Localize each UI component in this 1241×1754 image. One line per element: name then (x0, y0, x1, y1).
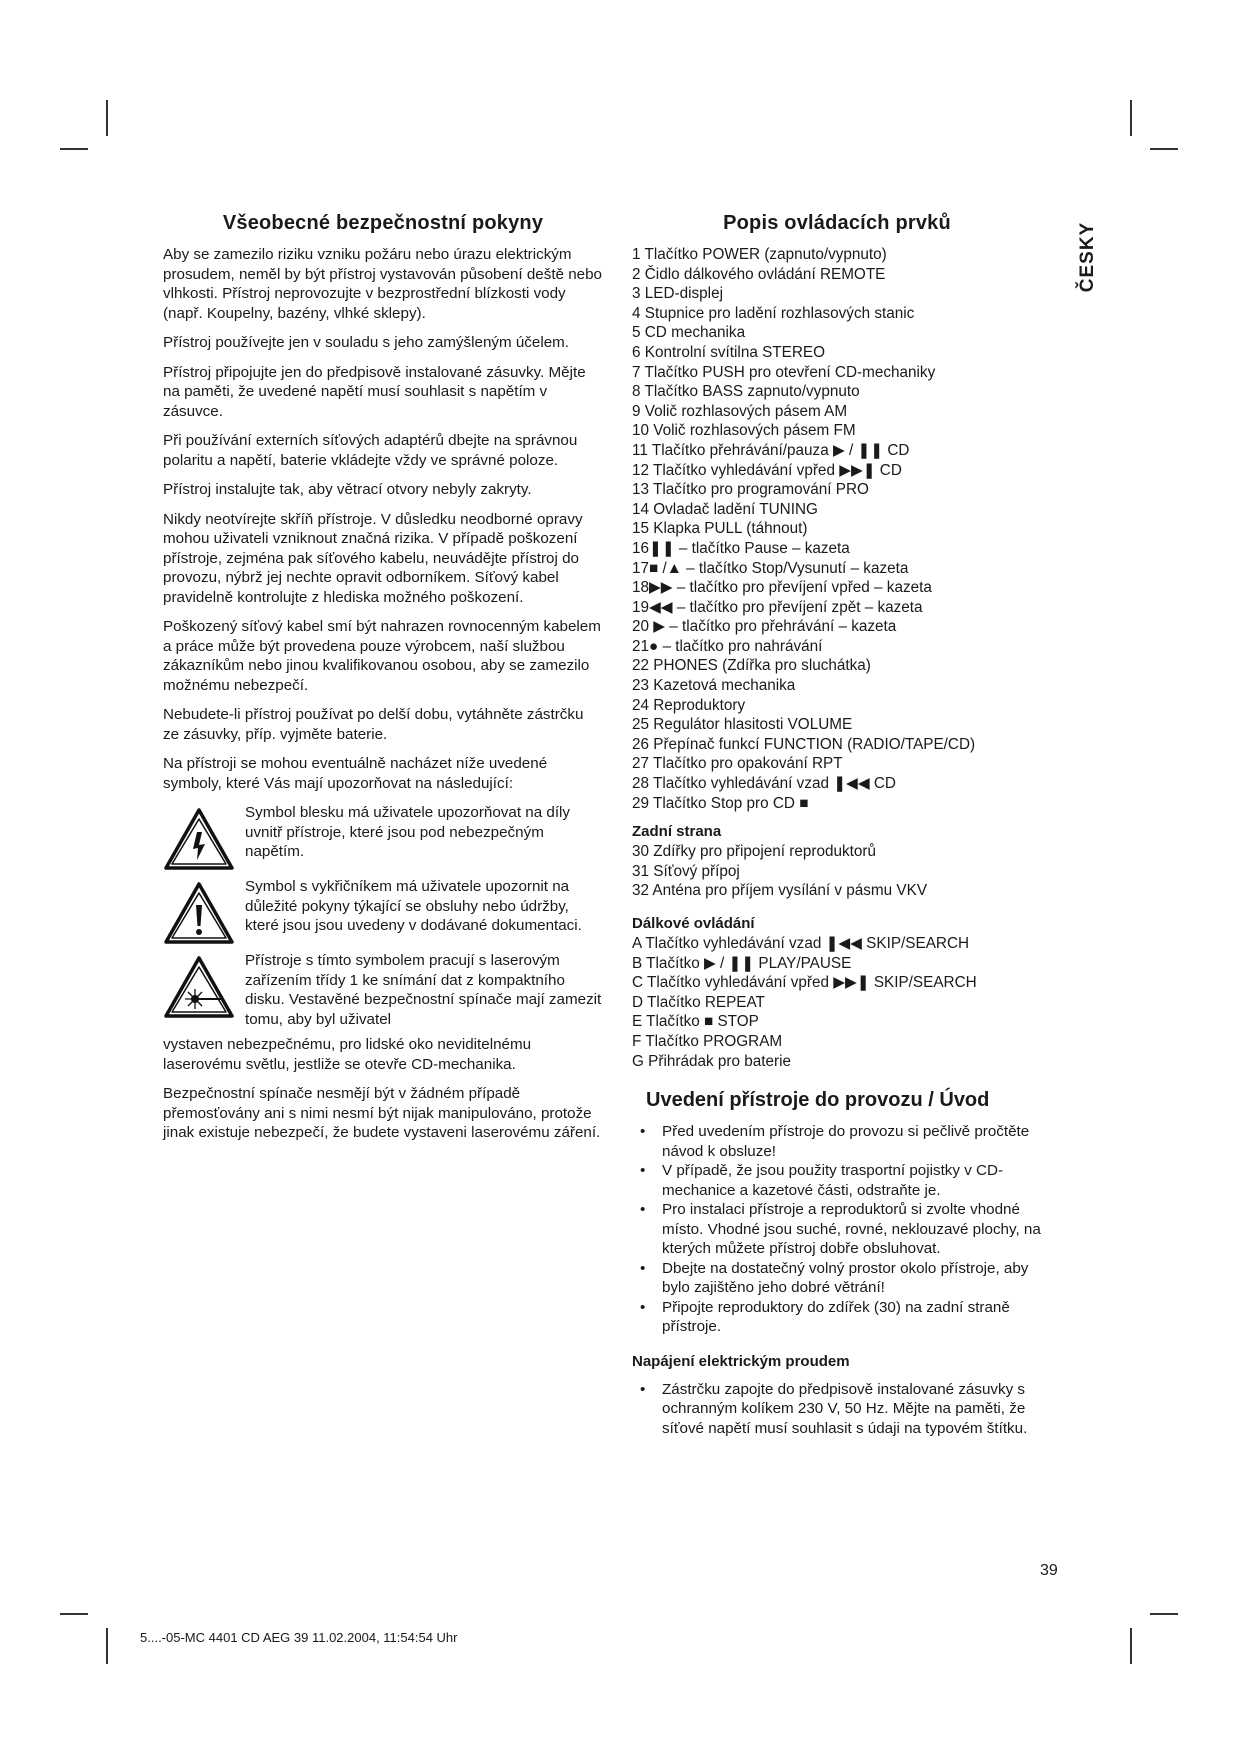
control-item: 7 Tlačítko PUSH pro otevření CD-mechaniky (632, 363, 936, 381)
startup-title: Uvedení přístroje do provozu / Úvod (646, 1089, 990, 1112)
startup-bullet-text: Před uvedením přístroje do provozu si pečlivě pročtěte návod k obsluze! (662, 1123, 1030, 1160)
rear-side-list (632, 842, 1042, 901)
control-item: 15 Klapka PULL (táhnout) (632, 520, 808, 538)
safety-paragraph: Aby se zamezilo riziku vzniku požáru nebo úrazu elektrickým prosudem, neměl by být přístroj vystavován působení deště nebo vlhkosti. Přístroj neprovozujte v bezprostřední blízkosti vody (např. Koupelny, bazény, vlhké sklepy). (163, 246, 602, 322)
control-item: 24 Reproduktory (632, 696, 746, 714)
control-item: 20 ▶ – tlačítko pro přehrávání – kazeta (632, 618, 897, 636)
crop-mark (1130, 100, 1132, 136)
controls-list (632, 245, 1042, 813)
safety-column (163, 212, 603, 1153)
control-item: 16❚❚ – tlačítko Pause – kazeta (632, 539, 850, 557)
safety-paragraph: Na přístroji se mohou eventuálně nacházet níže uvedené symboly, které Vás mají upozorňovat na následující: (163, 755, 548, 792)
lightning-warning-icon (163, 807, 235, 871)
language-tab-label: ČESKY (1077, 221, 1098, 293)
safety-paragraph: Přístroj připojujte jen do předpisově instalované zásuvky. Mějte na paměti, že uvedené napětí musí souhlasit s napětím v zásuvce. (163, 363, 586, 420)
rear-side-title: Zadní strana (632, 823, 722, 841)
remote-item: D Tlačítko REPEAT (632, 993, 765, 1011)
remote-item: C Tlačítko vyhledávání vpřed ▶▶❚ SKIP/SEARCH (632, 974, 977, 992)
crop-mark (1130, 1628, 1132, 1664)
rear-item: 32 Anténa pro příjem vysílání v pásmu VKV (632, 882, 928, 900)
safety-paragraph: Přístroj instalujte tak, aby větrací otvory nebyly zakryty. (163, 481, 532, 498)
control-item: 27 Tlačítko pro opakování RPT (632, 755, 843, 773)
safety-paragraph: Přístroj používejte jen v souladu s jeho zamýšleným účelem. (163, 334, 570, 351)
control-item: 28 Tlačítko vyhledávání vzad ❚◀◀ CD (632, 775, 896, 793)
symbol-exclamation-row (163, 877, 603, 945)
power-bullet (632, 1380, 1042, 1439)
startup-bullet-text: Pro instalaci přístroje a reproduktorů si zvolte vhodné místo. Vhodné jsou suché, rovné, neklouzavé plochy, na kterých můžete přístroj dobře obsluhovat. (662, 1201, 1041, 1258)
safety-paragraph: Nikdy neotvírejte skříň přístroje. V důsledku neodborné opravy mohou uživateli vzniknout značná rizika. V případě poškození přístroje, zejména pak síťového kabelu, neuvádějte přístroj do provozu, nýbrž jej nechte opravit odborníkem. Síťový kabel pravidelně kontrolujte z hlediska možného poškození. (163, 510, 583, 606)
crop-mark (60, 148, 88, 150)
symbol-exclamation-text: Symbol s vykřičníkem má uživatele upozornit na důležité pokyny týkající se obsluhy nebo údržby, které jsou jsou uvedeny v dodávané dokumentaci. (245, 878, 582, 934)
safety-paragraph: Poškozený síťový kabel smí být nahrazen rovnocenným kabelem a práce může být provedena pouze výrobcem, naší službou zákazníkům nebo jinou kvalifikovanou osobou, aby se zamezilo možnému nebezpečí. (163, 618, 601, 694)
bullet-icon: • (640, 1201, 646, 1219)
control-item: 6 Kontrolní svítilna STEREO (632, 343, 825, 361)
symbol-laser-row (163, 951, 603, 1029)
print-footer: 5....-05-MC 4401 CD AEG 39 11.02.2004, 11:54:54 Uhr (140, 1630, 458, 1645)
control-item: 19◀◀ – tlačítko pro převíjení zpět – kazeta (632, 598, 923, 616)
startup-bullet-text: Připojte reproduktory do zdířek (30) na zadní straně přístroje. (662, 1298, 1010, 1336)
bullet-icon: • (640, 1162, 646, 1180)
control-item: 1 Tlačítko POWER (zapnuto/vypnuto) (632, 246, 887, 263)
control-item: 21● – tlačítko pro nahrávání (632, 637, 823, 655)
symbol-lightning-row (163, 803, 603, 871)
remote-item: B Tlačítko ▶ / ❚❚ PLAY/PAUSE (632, 954, 852, 972)
page-number: 39 (1040, 1562, 1058, 1579)
control-item: 14 Ovladač ladění TUNING (632, 500, 818, 518)
startup-bullet (632, 1259, 1042, 1298)
startup-bullet-text: Dbejte na dostatečný volný prostor okolo přístroje, aby bylo zajištěno jeho dobré větrání! (662, 1259, 1029, 1297)
symbol-laser-text: Přístroje s tímto symbolem pracují s laserovým zařízením třídy 1 ke snímání dat z kompaktního disku. Vestavěné bezpečnostní spínače mají zamezit tomu, aby byl uživatel (245, 952, 602, 1028)
symbol-laser-text-continued: vystaven nebezpečnému, pro lidské oko neviditelnému laserovému světlu, jestliže se otevře CD-mechanika. (163, 1036, 532, 1073)
remote-item: E Tlačítko ■ STOP (632, 1013, 759, 1031)
safety-title: Všeobecné bezpečnostní pokyny (222, 212, 544, 234)
control-item: 11 Tlačítko přehrávání/pauza ▶ / ❚❚ CD (632, 441, 910, 459)
language-tab (1073, 212, 1103, 302)
control-item: 3 LED-displej (632, 285, 723, 303)
rear-item: 31 Síťový přípoj (632, 862, 740, 880)
control-item: 2 Čidlo dálkového ovládání REMOTE (632, 265, 886, 283)
remote-item: A Tlačítko vyhledávání vzad ❚◀◀ SKIP/SEARCH (632, 935, 970, 952)
remote-title: Dálkové ovládání (632, 915, 755, 932)
control-item: 4 Stupnice pro ladění rozhlasových stanic (632, 304, 915, 322)
power-bullet-text: Zástrčku zapojte do předpisově instalované zásuvky s ochranným kolíkem 230 V, 50 Hz. Mějte na paměti, že síťové napětí musí souhlasit s údaji na typovém štítku. (662, 1380, 1028, 1437)
remote-item: F Tlačítko PROGRAM (632, 1032, 783, 1050)
startup-bullet (632, 1298, 1042, 1337)
laser-warning-icon (163, 955, 235, 1019)
control-item: 5 CD mechanika (632, 324, 746, 342)
control-item: 25 Regulátor hlasitosti VOLUME (632, 716, 853, 734)
bullet-icon: • (640, 1380, 646, 1398)
remote-item: G Přihrádak pro baterie (632, 1052, 791, 1070)
crop-mark (106, 100, 108, 136)
control-item: 23 Kazetová mechanika (632, 677, 796, 695)
controls-column (632, 212, 1042, 1438)
startup-bullet (632, 1161, 1042, 1200)
control-item: 26 Přepínač funkcí FUNCTION (RADIO/TAPE/CD) (632, 735, 976, 753)
crop-mark (106, 1628, 108, 1664)
control-item: 9 Volič rozhlasových pásem AM (632, 402, 848, 420)
safety-paragraph: Při používání externích síťových adaptérů dbejte na správnou polaritu a napětí, baterie vkládejte vždy ve správné poloze. (163, 432, 578, 469)
bullet-icon: • (640, 1123, 646, 1141)
startup-bullet (632, 1122, 1042, 1161)
control-item: 17■ /▲ – tlačítko Stop/Vysunutí – kazeta (632, 559, 909, 577)
safety-paragraph: Nebudete-li přístroj používat po delší dobu, vytáhněte zástrčku ze zásuvky, příp. vyjměte baterie. (163, 706, 584, 743)
control-item: 10 Volič rozhlasových pásem FM (632, 422, 856, 440)
power-list (632, 1380, 1042, 1439)
control-item: 13 Tlačítko pro programování PRO (632, 481, 869, 499)
controls-title: Popis ovládacích prvků (723, 212, 951, 234)
crop-mark (60, 1613, 88, 1615)
exclamation-warning-icon (163, 881, 235, 945)
rear-item: 30 Zdířky pro připojení reproduktorů (632, 843, 877, 861)
control-item: 12 Tlačítko vyhledávání vpřed ▶▶❚ CD (632, 461, 902, 479)
control-item: 29 Tlačítko Stop pro CD ■ (632, 794, 809, 812)
control-item: 22 PHONES (Zdířka pro sluchátka) (632, 657, 871, 675)
startup-bullet (632, 1200, 1042, 1259)
control-item: 18▶▶ – tlačítko pro převíjení vpřed – kazeta (632, 579, 932, 597)
bullet-icon: • (640, 1259, 646, 1277)
remote-list (632, 934, 1042, 1071)
symbol-lightning-text: Symbol blesku má uživatele upozorňovat na díly uvnitř přístroje, které jsou pod nebezpečným napětím. (245, 804, 571, 860)
crop-mark (1150, 1613, 1178, 1615)
control-item: 8 Tlačítko BASS zapnuto/vypnuto (632, 383, 860, 401)
safety-paragraph: Bezpečnostní spínače nesmějí být v žádném případě přemosťovány ani s nimi nesmí být nijak manipulováno, protože jinak existuje nebezpečí, že budete vystaveni laserovému záření. (163, 1085, 601, 1141)
power-title: Napájení elektrickým proudem (632, 1352, 850, 1370)
crop-mark (1150, 148, 1178, 150)
startup-list (632, 1122, 1042, 1337)
bullet-icon: • (640, 1298, 646, 1316)
startup-bullet-text: V případě, že jsou použity trasportní pojistky v CD-mechanice a kazetové části, odstraňte je. (662, 1162, 1004, 1199)
